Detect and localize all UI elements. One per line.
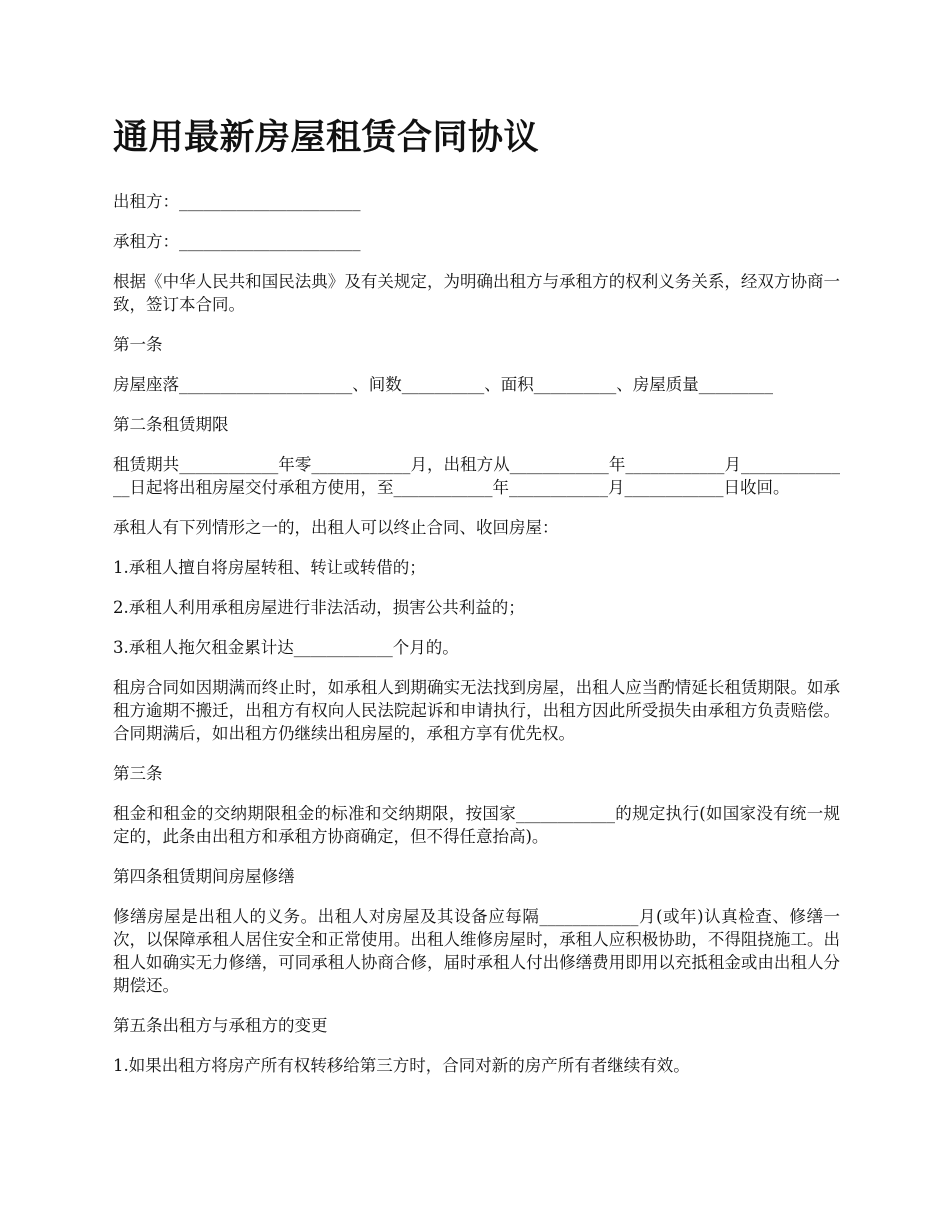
article-1-heading: 第一条 bbox=[113, 335, 163, 354]
lessor-line: 出租方：______________________ bbox=[113, 192, 361, 211]
termination-item-3: 3.承租人拖欠租金累计达____________个月的。 bbox=[113, 638, 459, 657]
lease-term-paragraph: 租赁期共____________年零____________月，出租方从____________年____________月______________日起将出租房屋交付承租方使用，至____________年____________月____________日收回。 bbox=[113, 455, 840, 497]
rent-paragraph: 租金和租金的交纳期限租金的标准和交纳期限，按国家____________的规定执行(如国家没有统一规定的，此条由出租方和承租方协商确定，但不得任意抬高)。 bbox=[113, 804, 840, 846]
article-4-heading: 第四条租赁期间房屋修缮 bbox=[113, 867, 295, 886]
article-3-heading: 第三条 bbox=[113, 764, 163, 783]
property-details-paragraph: 房屋座落_____________________、间数__________、面积__________、房屋质量_________ bbox=[113, 375, 773, 394]
article-5-heading: 第五条出租方与承租方的变更 bbox=[113, 1016, 328, 1035]
document-page bbox=[113, 112, 840, 1094]
change-item-1: 1.如果出租方将房产所有权转移给第三方时，合同对新的房产所有者继续有效。 bbox=[113, 1056, 690, 1075]
termination-intro-paragraph: 承租人有下列情形之一的，出租人可以终止合同、收回房屋： bbox=[113, 518, 559, 537]
termination-item-1: 1.承租人擅自将房屋转租、转让或转借的； bbox=[113, 558, 426, 577]
lessee-line: 承租方：______________________ bbox=[113, 232, 361, 251]
expiry-paragraph: 租房合同如因期满而终止时，如承租人到期确实无法找到房屋，出租人应当酌情延长租赁期限。如承租方逾期不搬迁，出租方有权向人民法院起诉和申请执行，出租方因此所受损失由承租方负责赔偿。合同期满后，如出租方仍继续出租房屋的，承租方享有优先权。 bbox=[113, 678, 840, 743]
repair-paragraph: 修缮房屋是出租人的义务。出租人对房屋及其设备应每隔____________月(或年)认真检查、修缮一次，以保障承租人居住安全和正常使用。出租人维修房屋时，承租人应积极协助，不得阻挠施工。出租人如确实无力修缮，可同承租人协商合修，届时承租人付出修缮费用即用以充抵租金或由出租人分期偿还。 bbox=[113, 907, 840, 995]
article-2-heading: 第二条租赁期限 bbox=[113, 415, 229, 434]
preamble-paragraph: 根据《中华人民共和国民法典》及有关规定，为明确出租方与承租方的权利义务关系，经双方协商一致，签订本合同。 bbox=[113, 272, 840, 314]
document-title: 通用最新房屋租赁合同协议 bbox=[113, 118, 540, 158]
termination-item-2: 2.承租人利用承租房屋进行非法活动，损害公共利益的； bbox=[113, 598, 525, 617]
